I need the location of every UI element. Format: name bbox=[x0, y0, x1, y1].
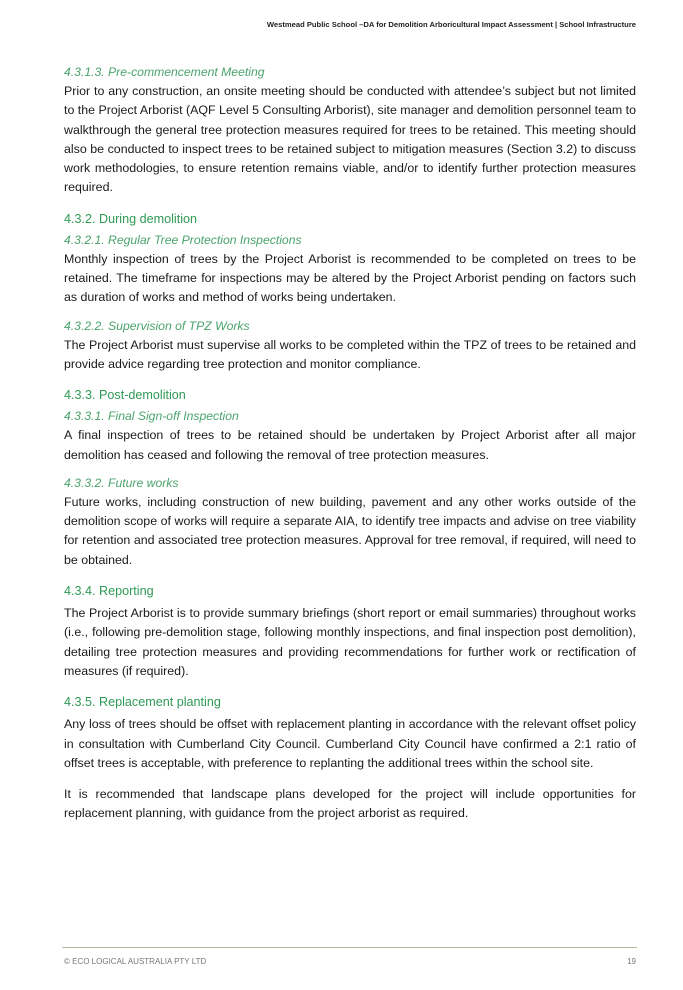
running-header: Westmead Public School –DA for Demolition Arboricultural Impact Assessment | School Infrastructure bbox=[266, 20, 636, 29]
heading-during-demolition: 4.3.2. During demolition bbox=[64, 211, 198, 226]
heading-pre-commencement-meeting: 4.3.1.3. Pre-commencement Meeting bbox=[64, 65, 265, 79]
paragraph-replacement-planting-2: It is recommended that landscape plans developed for the project will include opportunities for replacement planning, with guidance from the project arborist as required. bbox=[64, 787, 636, 821]
paragraph-final-sign-off: A final inspection of trees to be retained should be undertaken by Project Arborist after all major demolition has ceased and following the removal of tree protection measures. bbox=[64, 428, 636, 462]
heading-regular-inspections: 4.3.2.1. Regular Tree Protection Inspections bbox=[64, 232, 302, 247]
heading-final-sign-off: 4.3.3.1. Final Sign-off Inspection bbox=[64, 409, 239, 424]
page-content bbox=[64, 64, 636, 824]
paragraph-reporting: The Project Arborist is to provide summary briefings (short report or email summaries) throughout works (i.e., following pre-demolition stage, following monthly inspections, and final inspection post demolition), detailing tree protection measures and providing recommendations for further work or rectification of measures (if required). bbox=[64, 606, 636, 678]
heading-replacement-planting: 4.3.5. Replacement planting bbox=[64, 695, 221, 710]
footer-copyright: © ECO LOGICAL AUSTRALIA PTY LTD bbox=[64, 957, 207, 966]
paragraph-replacement-planting-1: Any loss of trees should be offset with replacement planting in accordance with the relevant offset policy in consultation with Cumberland City Council. Cumberland City Council have confirmed a 2:1 ratio of offset trees is acceptable, with preference to replanting the additional trees within the school site. bbox=[64, 717, 636, 770]
heading-future-works: 4.3.3.2. Future works bbox=[64, 475, 179, 490]
paragraph-regular-inspections: Monthly inspection of trees by the Project Arborist is recommended to be completed on trees to be retained. The timeframe for inspections may be altered by the Project Arborist pending on factors such as duration of works and method of works being undertaken. bbox=[64, 251, 636, 305]
heading-post-demolition: 4.3.3. Post-demolition bbox=[64, 388, 186, 403]
heading-supervision-tpz-works: 4.3.2.2. Supervision of TPZ Works bbox=[64, 318, 250, 333]
page-number: 19 bbox=[627, 957, 636, 966]
paragraph-pre-commencement-meeting: Prior to any construction, an onsite meeting should be conducted with attendee’s subject but not limited to the Project Arborist (AQF Level 5 Consulting Arborist), site manager and demolition personnel team to walkthrough the general tree protection measures required for trees to be retained. This meeting should also be conducted to inspect trees to be retained subject to mitigation measures (Section 3.2) to discuss work methodologies, to ensure retention remains viable, and/or to identify further protection measures required. bbox=[64, 84, 636, 195]
paragraph-supervision-tpz-works: The Project Arborist must supervise all works to be completed within the TPZ of trees to be retained and provide advice regarding tree protection and monitor compliance. bbox=[64, 337, 636, 371]
paragraph-future-works: Future works, including construction of new building, pavement and any other works outside of the demolition scope of works will require a separate AIA, to identify tree impacts and advise on tree viability for retention and associated tree protection measures. Approval for tree removal, if required, will need to be obtained. bbox=[64, 494, 636, 567]
heading-reporting: 4.3.4. Reporting bbox=[64, 584, 154, 599]
footer-divider bbox=[62, 947, 637, 948]
